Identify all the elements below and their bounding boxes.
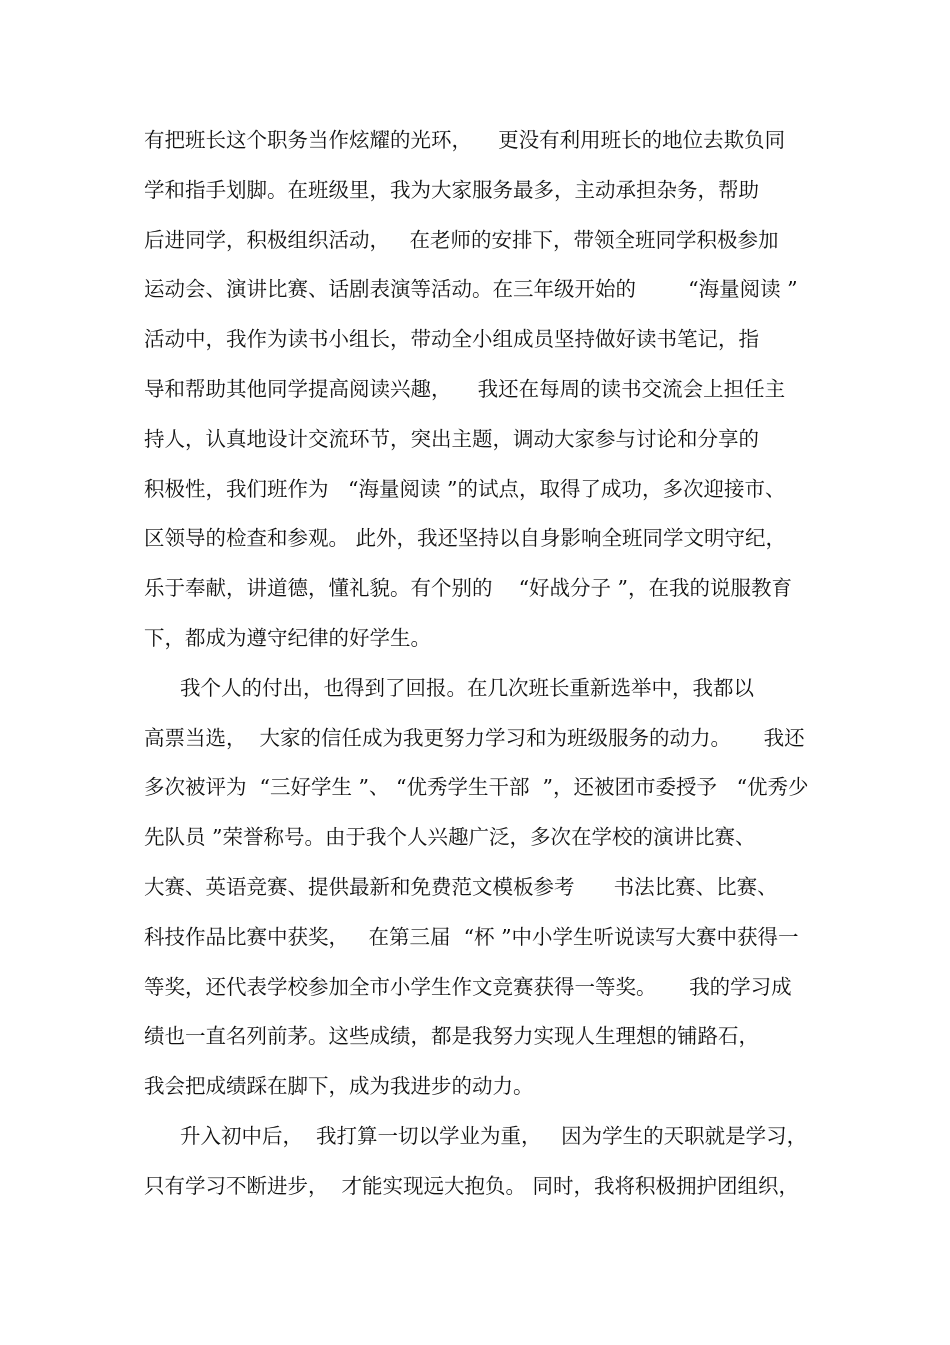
text-line: 大赛、英语竞赛、提供最新和免费范文模板参考 书法比赛、比赛、 <box>144 874 778 899</box>
paragraph-first-line: 我个人的付出，也得到了回报。在几次班长重新选举中，我都以 <box>180 675 754 700</box>
text-line: 有把班长这个职务当作炫耀的光环， 更没有利用班长的地位去欺负同 <box>144 128 786 152</box>
text-line: 学和指手划脚。在班级里，我为大家服务最多，主动承担杂务，帮助 <box>144 177 759 202</box>
text-line: 区领导的检查和参观。 此外，我还坚持以自身影响全班同学文明守纪， <box>144 526 787 551</box>
text-line: 多次被评为 “三好学生 ”、 “优秀学生干部 ”，还被团市委授予 “优秀少 <box>144 775 809 800</box>
text-line: 只有学习不断进步， 才能实现远大抱负。 同时，我将积极拥护团组织， <box>144 1173 800 1198</box>
text-line: 高票当选， 大家的信任成为我更努力学习和为班级服务的动力。 我还 <box>144 725 805 750</box>
text-line: 后进同学，积极组织活动， 在老师的安排下，带领全班同学积极参加 <box>144 227 779 252</box>
text-line: 下，都成为遵守纪律的好学生。 <box>144 625 431 650</box>
text-line: 积极性，我们班作为 “海量阅读 ”的试点，取得了成功，多次迎接市、 <box>144 476 786 501</box>
text-line: 等奖，还代表学校参加全市小学生作文竞赛获得一等奖。 我的学习成 <box>144 974 792 999</box>
text-line: 先队员 ”荣誉称号。由于我个人兴趣广泛，多次在学校的演讲比赛、 <box>144 825 756 850</box>
text-line: 导和帮助其他同学提高阅读兴趣， 我还在每周的读书交流会上担任主 <box>144 376 786 401</box>
text-line: 我会把成绩踩在脚下，成为我进步的动力。 <box>144 1074 534 1099</box>
paragraph-first-line: 升入初中后， 我打算一切以学业为重， 因为学生的天职就是学习， <box>180 1123 808 1148</box>
body-text <box>144 122 824 1218</box>
text-line: 绩也一直名列前茅。这些成绩，都是我努力实现人生理想的铺路石， <box>144 1024 759 1049</box>
text-line: 活动中，我作为读书小组长，带动全小组成员坚持做好读书笔记，指 <box>144 327 759 352</box>
text-line: 乐于奉献，讲道德，懂礼貌。有个别的 “好战分子 ”，在我的说服教育 <box>144 576 793 601</box>
text-line: 运动会、演讲比赛、话剧表演等活动。在三年级开始的 “海量阅读 ” <box>144 277 798 302</box>
text-line: 持人，认真地设计交流环节，突出主题，调动大家参与讨论和分享的 <box>144 426 759 451</box>
text-line: 科技作品比赛中获奖， 在第三届 “杯 ”中小学生听说读写大赛中获得一 <box>144 924 799 949</box>
